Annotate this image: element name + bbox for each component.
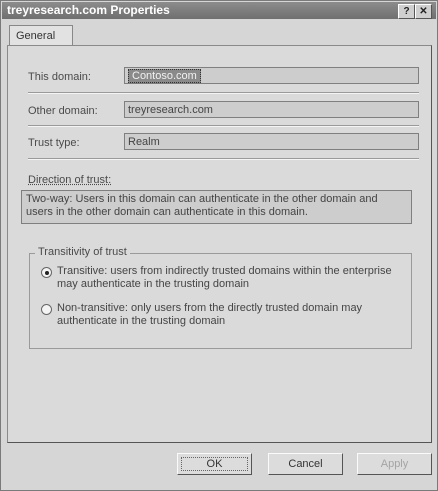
direction-label: Direction of trust: bbox=[28, 174, 112, 186]
non-transitive-option-label[interactable]: Non-transitive: only users from the directly trusted domain may authenticate in the trusting domain bbox=[57, 302, 363, 327]
transitive-radio[interactable] bbox=[41, 267, 52, 278]
ok-button[interactable] bbox=[177, 453, 252, 475]
divider bbox=[28, 92, 419, 94]
apply-button[interactable]: Apply bbox=[357, 453, 432, 475]
non-transitive-radio[interactable] bbox=[41, 304, 52, 315]
transitive-option-label[interactable]: Transitive: users from indirectly trusted domains within the enterprise may authenticate in the trusting domain bbox=[57, 265, 392, 290]
other-domain-field[interactable]: treyresearch.com bbox=[124, 101, 419, 118]
other-domain-label: Other domain: bbox=[28, 105, 98, 117]
trust-type-label: Trust type: bbox=[28, 137, 80, 149]
radio-selected-dot bbox=[45, 271, 49, 275]
direction-of-trust-text: Two-way: Users in this domain can authenticate in the other domain and users in the other domain can authenticate in this domain. bbox=[21, 190, 412, 224]
close-button[interactable]: ✕ bbox=[415, 4, 432, 19]
this-domain-field[interactable] bbox=[124, 67, 419, 84]
this-domain-value: Contoso.com bbox=[128, 69, 201, 83]
tab-general[interactable] bbox=[9, 25, 73, 46]
window-title: treyresearch.com Properties bbox=[7, 3, 170, 17]
general-panel bbox=[7, 45, 432, 443]
cancel-button[interactable]: Cancel bbox=[268, 453, 343, 475]
this-domain-label: This domain: bbox=[28, 71, 91, 83]
trust-type-field[interactable]: Realm bbox=[124, 133, 419, 150]
tab-general-label: General bbox=[16, 30, 56, 42]
ok-button-label: OK bbox=[206, 458, 223, 470]
title-bar[interactable] bbox=[2, 2, 436, 19]
divider bbox=[28, 158, 419, 160]
divider bbox=[28, 125, 419, 127]
ok-focus-rect bbox=[181, 457, 248, 471]
help-button[interactable]: ? bbox=[398, 4, 415, 19]
transitivity-title: Transitivity of trust bbox=[35, 246, 130, 258]
